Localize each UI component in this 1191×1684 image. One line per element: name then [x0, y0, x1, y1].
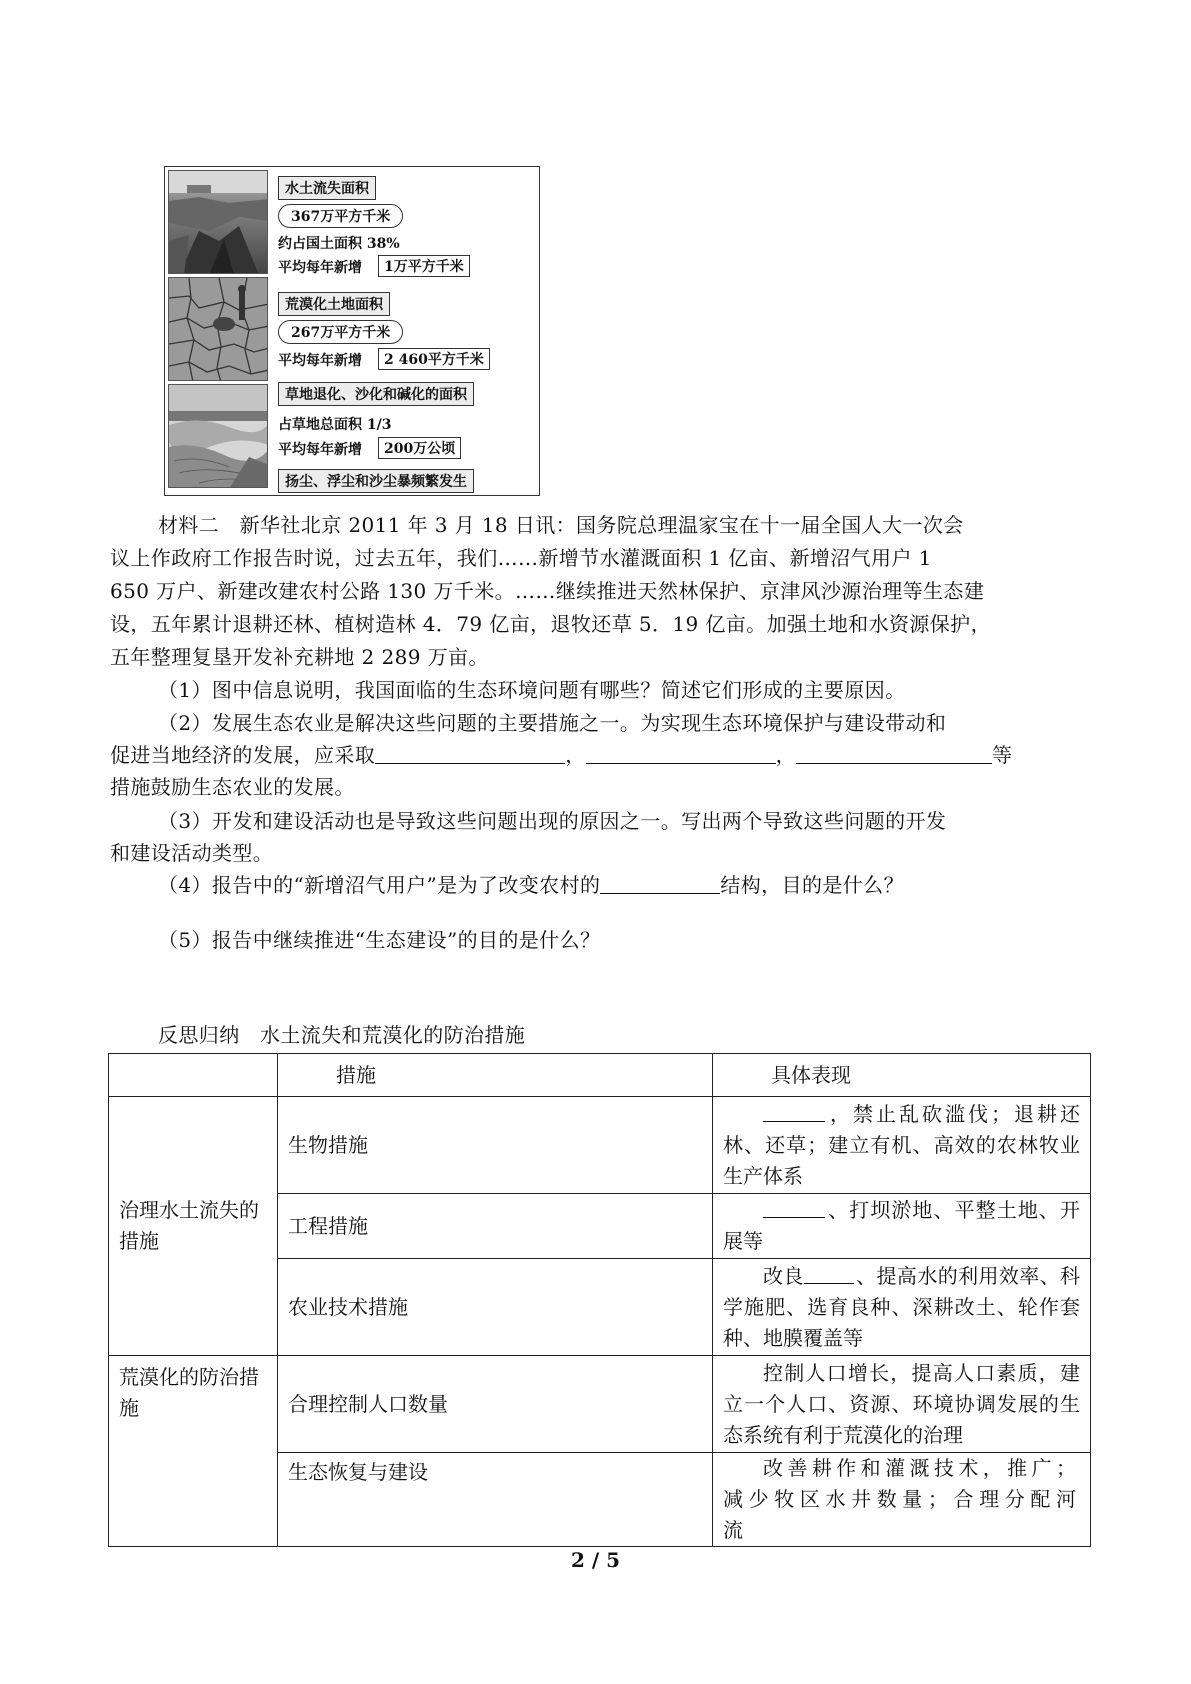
answer-blank-biological[interactable] — [763, 1103, 825, 1122]
page-number: 2 / 5 — [570, 1548, 621, 1572]
reflection-heading: 反思归纳 水土流失和荒漠化的防治措施 — [158, 1023, 526, 1047]
detail-text: ，禁止乱砍滥伐；退耕还林、还草；建立有机、高效的农林牧业生产体系 — [723, 1101, 1080, 1188]
question-4-suffix: 结构，目的是什么？ — [720, 873, 904, 897]
question-2-line1: （2）发展生态农业是解决这些问题的主要措施之一。为实现生态环境保护与建设带动和 — [158, 711, 947, 735]
soil-erosion-photo — [168, 170, 268, 274]
desert-annual-label: 平均每年新增 — [278, 353, 362, 369]
measure-cell: 工程措施 — [278, 1194, 713, 1259]
water-loss-annual-label: 平均每年新增 — [278, 260, 362, 276]
answer-blank-agricultural[interactable] — [804, 1265, 854, 1284]
question-2-prompt: 促进当地经济的发展，应采取 — [110, 743, 376, 767]
material2-line1: 材料二 新华社北京 2011 年 3 月 18 日讯：国务院总理温家宝在十一届全国人大一次会 — [158, 513, 964, 537]
cracked-land-photo — [168, 277, 268, 381]
question-1: （1）图中信息说明，我国面临的生态环境问题有哪些？简述它们形成的主要原因。 — [158, 678, 906, 702]
question-2-suffix: 等 — [992, 743, 1013, 767]
question-3-line1: （3）开发和建设活动也是导致这些问题出现的原因之一。写出两个导致这些问题的开发 — [158, 809, 947, 833]
water-loss-share: 约占国土面积 38% — [278, 236, 400, 252]
measure-cell: 生物措施 — [278, 1097, 713, 1194]
grassland-share: 占草地总面积 1/3 — [278, 417, 392, 433]
desert-area: 267万平方千米 — [278, 320, 403, 344]
environment-statistics-figure — [164, 166, 540, 496]
answer-blank-q2b[interactable] — [586, 741, 776, 764]
desert-title: 荒漠化土地面积 — [278, 292, 390, 316]
water-loss-annual-value: 1万平方千米 — [378, 255, 470, 277]
table-row — [109, 1356, 1091, 1453]
detail-cell: 改善耕作和灌溉技术，推广；减少牧区水井数量；合理分配河流 — [713, 1453, 1091, 1547]
group-water-loss: 治理水土流失的措施 — [109, 1097, 278, 1356]
measure-cell: 生态恢复与建设 — [278, 1453, 713, 1547]
desert-annual-value: 2 460平方千米 — [378, 348, 490, 370]
detail-text: 、提高水的利用效率、科学施肥、选育良种、深耕改土、轮作套种、地膜覆盖等 — [723, 1263, 1081, 1350]
grassland-annual-label: 平均每年新增 — [278, 442, 362, 458]
material2-line3: 650 万户、新建改建农村公路 130 万千米。……继续推进天然林保护、京津风沙源治理等生态建 — [110, 579, 985, 603]
material2-line5: 五年整理复垦开发补充耕地 2 289 万亩。 — [110, 645, 489, 669]
measures-table — [108, 1053, 1091, 1547]
header-details: 具体表现 — [713, 1054, 1091, 1097]
grassland-title: 草地退化、沙化和碱化的面积 — [278, 382, 474, 406]
header-empty-cell — [109, 1054, 278, 1097]
dust-note: 扬尘、浮尘和沙尘暴频繁发生 — [278, 469, 474, 493]
measure-cell: 合理控制人口数量 — [278, 1356, 713, 1453]
question-4-prompt: （4）报告中的“新增沼气用户”是为了改变农村的 — [158, 873, 601, 897]
answer-blank-q4[interactable] — [600, 871, 720, 894]
question-4 — [158, 870, 1138, 901]
detail-cell — [713, 1259, 1091, 1356]
answer-blank-q2c[interactable] — [796, 741, 992, 764]
separator-comma: ， — [565, 743, 586, 767]
material2-line4: 设，五年累计退耕还林、植树造林 4．79 亿亩，退牧还草 5．19 亿亩。加强土地和水资源保护， — [110, 612, 991, 636]
detail-cell — [713, 1194, 1091, 1259]
answer-blank-engineering[interactable] — [763, 1199, 825, 1218]
question-5: （5）报告中继续推进“生态建设”的目的是什么？ — [158, 928, 601, 952]
water-loss-title: 水土流失面积 — [278, 176, 376, 200]
header-measures: 措施 — [278, 1054, 713, 1097]
detail-cell — [713, 1097, 1091, 1194]
question-3-line2: 和建设活动类型。 — [110, 841, 274, 865]
separator-comma: ， — [775, 743, 797, 767]
sand-dune-photo — [168, 384, 268, 488]
detail-text: 、打坝淤地、平整土地、开展等 — [723, 1198, 1080, 1253]
material2-line2: 议上作政府工作报告时说，过去五年，我们……新增节水灌溉面积 1 亿亩、新增沼气用户 1 — [110, 546, 932, 570]
measure-cell: 农业技术措施 — [278, 1259, 713, 1356]
grassland-annual-value: 200万公顷 — [378, 437, 461, 459]
water-loss-area: 367万平方千米 — [278, 204, 403, 228]
table-header-row — [109, 1054, 1091, 1097]
table-row — [109, 1097, 1091, 1194]
question-2-line3: 措施鼓励生态农业的发展。 — [110, 775, 355, 799]
question-2-line2 — [110, 740, 1090, 771]
answer-blank-q2a[interactable] — [375, 741, 565, 764]
detail-text: 改良 — [763, 1263, 804, 1288]
group-desertification: 荒漠化的防治措施 — [109, 1356, 278, 1547]
detail-cell: 控制人口增长，提高人口素质，建立一个人口、资源、环境协调发展的生态系统有利于荒漠化的治理 — [713, 1356, 1091, 1453]
